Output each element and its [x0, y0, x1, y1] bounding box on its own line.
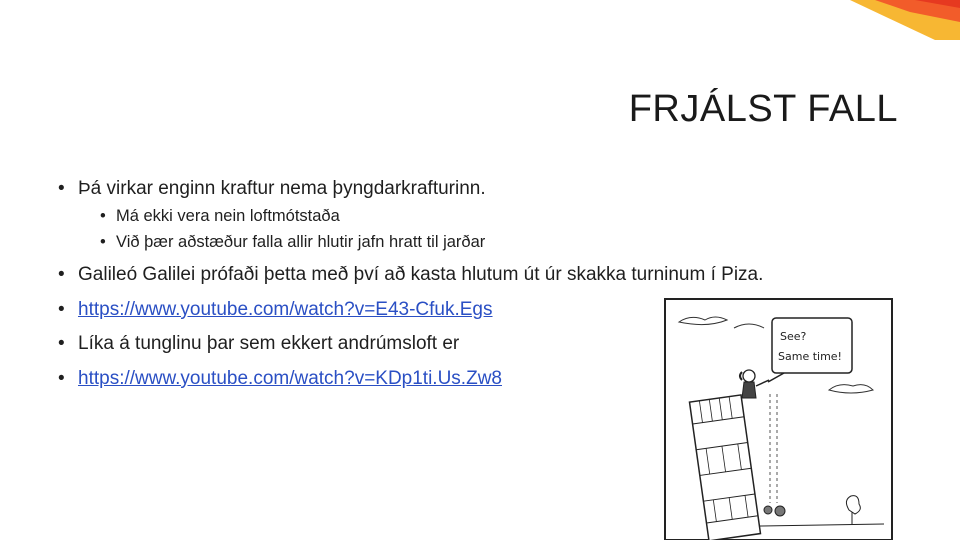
bullet-dot: •	[58, 299, 65, 320]
sub-bullet-2-text: Við þær aðstæður falla allir hlutir jafn hratt til jarðar	[116, 233, 486, 251]
sub-bullet-2	[100, 233, 485, 252]
bullet-dot: •	[58, 368, 65, 389]
bullet-dot: •	[100, 233, 106, 251]
sub-bullet-1	[100, 207, 340, 226]
youtube-link-1[interactable]: https://www.youtube.com/watch?v=E43-Cfuk.Egs	[78, 299, 493, 320]
bullet-dot: •	[100, 207, 106, 225]
bullet-1-text: Þá virkar enginn kraftur nema þyngdarkrafturinn.	[78, 178, 486, 199]
sub-bullet-1-text: Má ekki vera nein loftmótstaða	[116, 207, 340, 225]
bullet-4-text: Líka á tunglinu þar sem ekkert andrúmsloft er	[78, 333, 460, 354]
bullet-1	[58, 178, 486, 200]
bubble-line-1: See?	[780, 330, 807, 343]
bubble-line-2: Same time!	[778, 350, 842, 363]
bullet-3	[58, 299, 493, 321]
leaning-tower-cartoon	[664, 298, 893, 540]
bullet-4	[58, 333, 459, 355]
corner-decoration	[840, 0, 960, 50]
bullet-dot: •	[58, 178, 65, 199]
bullet-2-text: Galileó Galilei prófaði þetta með því að kasta hlutum út úr skakka turninum í Piza.	[78, 264, 764, 285]
slide-title: FRJÁLST FALL	[628, 88, 898, 130]
bullet-dot: •	[58, 264, 65, 285]
youtube-link-2[interactable]: https://www.youtube.com/watch?v=KDp1ti.Us.Zw8	[78, 368, 502, 389]
bullet-5	[58, 368, 502, 390]
bullet-dot: •	[58, 333, 65, 354]
bullet-2	[58, 264, 763, 286]
